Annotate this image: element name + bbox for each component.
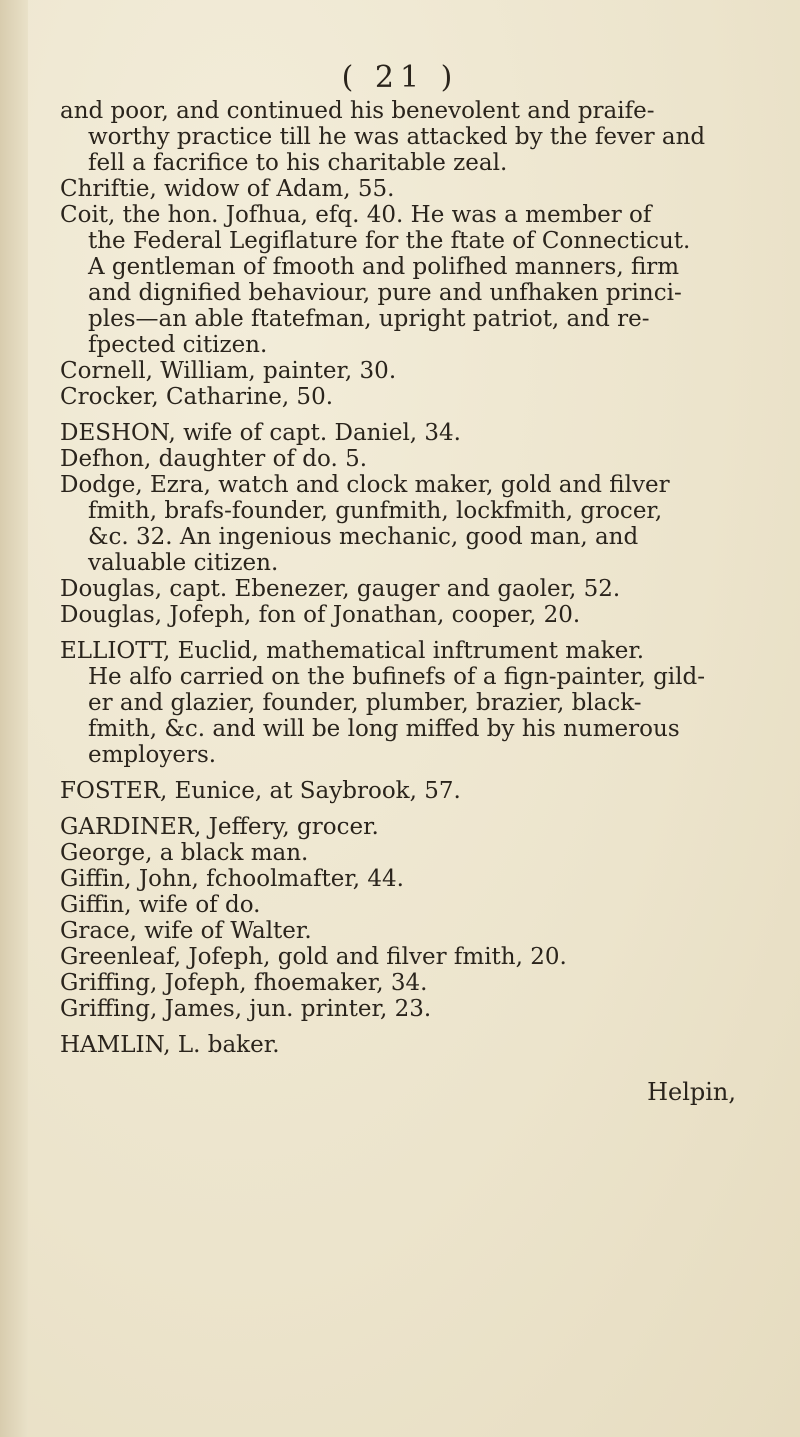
text-line: HAMLIN, L. baker.	[60, 1032, 280, 1058]
text-line: Greenleaf, Jofeph, gold and filver fmith, 20.	[60, 944, 567, 970]
text-line: fell a facrifice to his charitable zeal.	[88, 150, 508, 176]
text-line: fpected citizen.	[88, 332, 268, 358]
text-line: GARDINER, Jeffery, grocer.	[60, 814, 379, 840]
text-line: Defhon, daughter of do. 5.	[60, 446, 368, 472]
text-line: Giffin, wife of do.	[60, 892, 261, 918]
text-line: and poor, and continued his benevolent and praife-	[60, 98, 655, 124]
text-line: Coit, the hon. Jofhua, efq. 40. He was a member of	[60, 202, 652, 228]
text-line: employers.	[88, 742, 217, 768]
text-line: He alfo carried on the bufinefs of a fign-painter, gild-	[88, 664, 706, 690]
section-gap	[60, 804, 740, 814]
text-line: Grace, wife of Walter.	[60, 918, 312, 944]
text-line: &c. 32. An ingenious mechanic, good man, and	[88, 524, 639, 550]
text-line: ples—an able ftatefman, upright patriot, and re-	[88, 306, 650, 332]
text-line: er and glazier, founder, plumber, brazier, black-	[88, 690, 642, 716]
section-gap	[60, 410, 740, 420]
text-line: FOSTER, Eunice, at Saybrook, 57.	[60, 778, 461, 804]
text-line: ELLIOTT, Euclid, mathematical inftrument maker.	[60, 638, 645, 664]
text-line: DESHON, wife of capt. Daniel, 34.	[60, 420, 461, 446]
text-line: Douglas, Jofeph, fon of Jonathan, cooper, 20.	[60, 602, 581, 628]
text-line: Giffin, John, fchoolmafter, 44.	[60, 866, 404, 892]
obituary-list	[60, 98, 740, 1058]
text-line: fmith, brafs-founder, gunfmith, lockfmith, grocer,	[88, 498, 663, 524]
catchword: Helpin,	[647, 1078, 736, 1106]
text-line: and dignified behaviour, pure and unfhaken princi-	[88, 280, 682, 306]
text-line: Griffing, James, jun. printer, 23.	[60, 996, 432, 1022]
section-gap	[60, 628, 740, 638]
text-line: valuable citizen.	[88, 550, 279, 576]
text-line: Douglas, capt. Ebenezer, gauger and gaoler, 52.	[60, 576, 621, 602]
section-gap	[60, 768, 740, 778]
text-line: Griffing, Jofeph, fhoemaker, 34.	[60, 970, 428, 996]
page-gutter-shadow	[0, 0, 28, 1437]
text-line: fmith, &c. and will be long miffed by his numerous	[88, 716, 680, 742]
text-line: Cornell, William, painter, 30.	[60, 358, 397, 384]
text-line: the Federal Legiflature for the ftate of Connecticut.	[88, 228, 691, 254]
text-line: Chriftie, widow of Adam, 55.	[60, 176, 395, 202]
text-line: Crocker, Catharine, 50.	[60, 384, 334, 410]
section-gap	[60, 1022, 740, 1032]
text-line: Dodge, Ezra, watch and clock maker, gold and filver	[60, 472, 670, 498]
text-line: worthy practice till he was attacked by the fever and	[88, 124, 706, 150]
text-line: A gentleman of fmooth and polifhed manners, firm	[88, 254, 680, 280]
page-number: ( 21 )	[341, 60, 459, 95]
text-line: George, a black man.	[60, 840, 309, 866]
